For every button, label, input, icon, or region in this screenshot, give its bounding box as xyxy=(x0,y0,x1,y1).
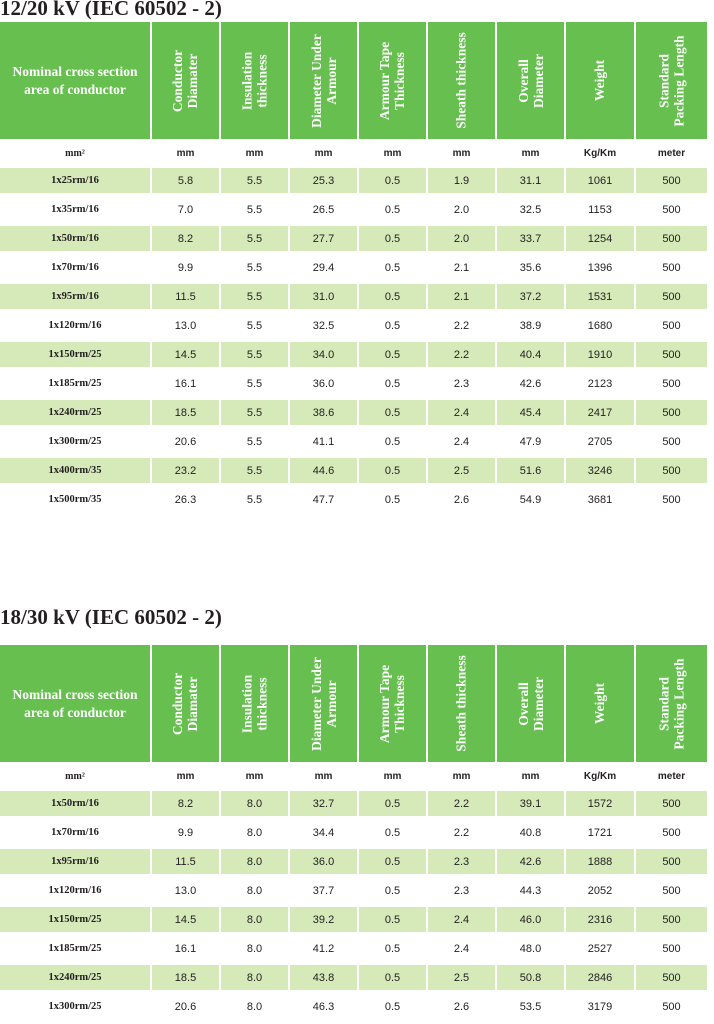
table-cell: 2417 xyxy=(566,400,634,425)
table-cell: 40.4 xyxy=(497,342,564,367)
table-cell: 2.0 xyxy=(428,226,495,251)
unit-cell: mm xyxy=(383,771,402,782)
table-cell: 5.5 xyxy=(246,203,263,216)
table-cell: 2705 xyxy=(587,435,613,448)
table-cell: 16.1 xyxy=(174,377,197,390)
table-cell: 0.5 xyxy=(359,168,426,193)
unit-cell: mm xyxy=(383,148,402,159)
table-cell: 39.1 xyxy=(497,791,564,816)
table-cell: 2.1 xyxy=(453,261,470,274)
unit-cell: mm xyxy=(245,771,264,782)
table-cell: 2052 xyxy=(587,884,613,897)
table-cell: 500 xyxy=(636,342,707,367)
table-cell: 2527 xyxy=(587,942,613,955)
table-cell: 37.2 xyxy=(497,284,564,309)
table-cell: 2123 xyxy=(587,377,613,390)
table-cell: 500 xyxy=(662,319,681,332)
cross-section-cell: 1x300rm/25 xyxy=(48,1001,102,1012)
unit-cell: mm xyxy=(314,148,333,159)
table-cell: 5.8 xyxy=(152,168,219,193)
table-cell: 500 xyxy=(636,226,707,251)
table-cell: 8.2 xyxy=(152,226,219,251)
table-cell: 18.5 xyxy=(152,400,219,425)
table-cell: 0.5 xyxy=(359,791,426,816)
table-cell: 9.9 xyxy=(177,261,194,274)
table-cell: 13.0 xyxy=(174,319,197,332)
table-cell: 31.0 xyxy=(290,284,357,309)
header-conductor-diameter: Conductor Diamater xyxy=(152,22,219,139)
table-cell: 42.6 xyxy=(519,377,542,390)
cable-spec-table xyxy=(0,645,714,1023)
table-cell: 38.9 xyxy=(519,319,542,332)
table-cell: 500 xyxy=(636,965,707,990)
table-cell: 31.1 xyxy=(497,168,564,193)
table-cell: 500 xyxy=(636,849,707,874)
header-diameter-under-armour: Diameter Under Armour xyxy=(290,645,357,762)
table-cell: 5.5 xyxy=(221,458,288,483)
table-cell: 47.7 xyxy=(312,493,335,506)
cross-section-cell: 1x185rm/25 xyxy=(48,943,102,954)
table-cell: 5.5 xyxy=(246,261,263,274)
table-cell: 0.5 xyxy=(384,884,401,897)
table-cell: 2.2 xyxy=(428,342,495,367)
table-cell: 0.5 xyxy=(359,907,426,932)
table-cell: 8.0 xyxy=(246,1000,263,1013)
table-cell: 2.0 xyxy=(453,203,470,216)
table-cell: 8.0 xyxy=(246,884,263,897)
table-cell: 0.5 xyxy=(384,319,401,332)
table-cell: 1888 xyxy=(566,849,634,874)
cross-section-cell: 1x150rm/25 xyxy=(0,907,150,932)
table-cell: 0.5 xyxy=(359,849,426,874)
table-cell: 51.6 xyxy=(497,458,564,483)
table-cell: 46.0 xyxy=(497,907,564,932)
table-cell: 2.3 xyxy=(428,849,495,874)
header-sheath-thickness: Sheath thickness xyxy=(428,645,495,762)
table-cell: 34.4 xyxy=(312,826,335,839)
table-cell: 8.0 xyxy=(246,942,263,955)
header-standard-packing-length: Standard Packing Length xyxy=(636,645,707,762)
table-cell: 36.0 xyxy=(290,849,357,874)
cross-section-cell: 1x150rm/25 xyxy=(0,342,150,367)
table-cell: 5.5 xyxy=(246,435,263,448)
header-overall-diameter: Overall Diameter xyxy=(497,645,564,762)
cross-section-cell: 1x70rm/16 xyxy=(51,827,99,838)
table-cell: 44.6 xyxy=(290,458,357,483)
table-cell: 16.1 xyxy=(174,942,197,955)
table-cell: 35.6 xyxy=(519,261,542,274)
table-cell: 5.5 xyxy=(246,319,263,332)
cross-section-cell: 1x95rm/16 xyxy=(0,284,150,309)
table-cell: 0.5 xyxy=(359,400,426,425)
table-cell: 0.5 xyxy=(359,226,426,251)
table-cell: 5.5 xyxy=(221,284,288,309)
unit-cell: mm xyxy=(452,148,471,159)
table-cell: 20.6 xyxy=(174,1000,197,1013)
cross-section-cell: 1x240rm/25 xyxy=(0,965,150,990)
unit-cell: mm xyxy=(521,771,540,782)
table-cell: 11.5 xyxy=(152,849,219,874)
table-cell: 32.7 xyxy=(290,791,357,816)
unit-cell: Kg/Km xyxy=(583,771,617,782)
table-cell: 1396 xyxy=(587,261,613,274)
cross-section-cell: 1x500rm/35 xyxy=(48,494,102,505)
table-cell: 500 xyxy=(636,791,707,816)
table-cell: 2316 xyxy=(566,907,634,932)
unit-cell: mm² xyxy=(65,148,85,159)
table-cell: 1680 xyxy=(587,319,613,332)
table-cell: 32.5 xyxy=(519,203,542,216)
table-cell: 500 xyxy=(636,400,707,425)
table-cell: 2846 xyxy=(566,965,634,990)
table-cell: 42.6 xyxy=(497,849,564,874)
table-cell: 500 xyxy=(662,377,681,390)
table-cell: 54.9 xyxy=(519,493,542,506)
cable-spec-table xyxy=(0,22,714,516)
cross-section-cell: 1x70rm/16 xyxy=(51,262,99,273)
table-cell: 7.0 xyxy=(177,203,194,216)
table-cell: 5.5 xyxy=(221,400,288,425)
table-cell: 50.8 xyxy=(497,965,564,990)
table-cell: 29.4 xyxy=(312,261,335,274)
table-cell: 1572 xyxy=(566,791,634,816)
header-insulation-thickness: Insulation thickness xyxy=(221,645,288,762)
table-cell: 34.0 xyxy=(290,342,357,367)
table-cell: 500 xyxy=(662,942,681,955)
header-conductor-diameter: Conductor Diamater xyxy=(152,645,219,762)
cross-section-cell: 1x400rm/35 xyxy=(0,458,150,483)
table-cell: 14.5 xyxy=(152,907,219,932)
unit-cell: mm xyxy=(176,148,195,159)
table-cell: 0.5 xyxy=(384,261,401,274)
table-cell: 0.5 xyxy=(359,342,426,367)
table-cell: 2.2 xyxy=(453,826,470,839)
table-cell: 13.0 xyxy=(174,884,197,897)
cross-section-cell: 1x50rm/16 xyxy=(0,791,150,816)
table-cell: 48.0 xyxy=(519,942,542,955)
table-cell: 0.5 xyxy=(384,826,401,839)
table-cell: 500 xyxy=(662,435,681,448)
table-cell: 2.6 xyxy=(453,1000,470,1013)
table-cell: 500 xyxy=(636,284,707,309)
header-insulation-thickness: Insulation thickness xyxy=(221,22,288,139)
table-cell: 500 xyxy=(662,261,681,274)
header-diameter-under-armour: Diameter Under Armour xyxy=(290,22,357,139)
table-cell: 2.4 xyxy=(428,907,495,932)
table-cell: 40.8 xyxy=(519,826,542,839)
table-cell: 0.5 xyxy=(359,284,426,309)
cross-section-cell: 1x95rm/16 xyxy=(0,849,150,874)
unit-cell: mm xyxy=(176,771,195,782)
table-cell: 32.5 xyxy=(312,319,335,332)
table-cell: 1531 xyxy=(566,284,634,309)
cross-section-cell: 1x240rm/25 xyxy=(0,400,150,425)
table-cell: 26.3 xyxy=(174,493,197,506)
table-cell: 8.0 xyxy=(221,965,288,990)
table-cell: 0.5 xyxy=(384,1000,401,1013)
table-cell: 5.5 xyxy=(221,342,288,367)
header-nominal-cross-section: Nominal cross section area of conductor xyxy=(0,22,150,139)
table-cell: 0.5 xyxy=(384,203,401,216)
section-title: 12/20 kV (IEC 60502 - 2) xyxy=(0,0,222,20)
table-cell: 500 xyxy=(662,203,681,216)
table-cell: 2.4 xyxy=(453,942,470,955)
table-cell: 14.5 xyxy=(152,342,219,367)
table-cell: 3681 xyxy=(587,493,613,506)
unit-cell: mm xyxy=(521,148,540,159)
table-cell: 500 xyxy=(636,168,707,193)
cross-section-cell: 1x25rm/16 xyxy=(0,168,150,193)
table-cell: 2.4 xyxy=(428,400,495,425)
section-title: 18/30 kV (IEC 60502 - 2) xyxy=(0,605,222,629)
table-cell: 45.4 xyxy=(497,400,564,425)
table-cell: 500 xyxy=(636,907,707,932)
cross-section-cell: 1x185rm/25 xyxy=(48,378,102,389)
unit-cell: mm xyxy=(452,771,471,782)
unit-cell: Kg/Km xyxy=(583,148,617,159)
table-cell: 0.5 xyxy=(384,942,401,955)
table-cell: 2.2 xyxy=(428,791,495,816)
table-cell: 8.2 xyxy=(152,791,219,816)
table-cell: 5.5 xyxy=(246,493,263,506)
table-cell: 2.6 xyxy=(453,493,470,506)
cross-section-cell: 1x35rm/16 xyxy=(51,204,99,215)
header-armour-tape-thickness: Armour Tape Thickness xyxy=(359,22,426,139)
table-cell: 9.9 xyxy=(177,826,194,839)
table-cell: 2.3 xyxy=(453,377,470,390)
table-cell: 5.5 xyxy=(221,168,288,193)
table-cell: 2.3 xyxy=(453,884,470,897)
table-cell: 20.6 xyxy=(174,435,197,448)
table-cell: 41.1 xyxy=(312,435,335,448)
table-cell: 18.5 xyxy=(152,965,219,990)
table-cell: 2.5 xyxy=(428,458,495,483)
table-cell: 2.5 xyxy=(428,965,495,990)
table-cell: 46.3 xyxy=(312,1000,335,1013)
header-nominal-cross-section: Nominal cross section area of conductor xyxy=(0,645,150,762)
table-cell: 1721 xyxy=(587,826,613,839)
table-cell: 500 xyxy=(636,458,707,483)
table-cell: 37.7 xyxy=(312,884,335,897)
cross-section-cell: 1x120rm/16 xyxy=(48,320,102,331)
cross-section-cell: 1x120rm/16 xyxy=(48,885,102,896)
table-cell: 1910 xyxy=(566,342,634,367)
table-cell: 0.5 xyxy=(384,493,401,506)
header-standard-packing-length: Standard Packing Length xyxy=(636,22,707,139)
table-cell: 0.5 xyxy=(359,965,426,990)
table-cell: 1254 xyxy=(566,226,634,251)
table-cell: 8.0 xyxy=(221,907,288,932)
table-cell: 8.0 xyxy=(221,849,288,874)
table-cell: 44.3 xyxy=(519,884,542,897)
table-cell: 36.0 xyxy=(312,377,335,390)
table-cell: 0.5 xyxy=(384,377,401,390)
table-cell: 8.0 xyxy=(246,826,263,839)
unit-cell: mm xyxy=(245,148,264,159)
table-cell: 23.2 xyxy=(152,458,219,483)
table-cell: 2.2 xyxy=(453,319,470,332)
table-cell: 2.1 xyxy=(428,284,495,309)
table-cell: 500 xyxy=(662,493,681,506)
table-cell: 11.5 xyxy=(152,284,219,309)
table-cell: 53.5 xyxy=(519,1000,542,1013)
table-cell: 1061 xyxy=(566,168,634,193)
table-cell: 1.9 xyxy=(428,168,495,193)
table-cell: 41.2 xyxy=(312,942,335,955)
table-cell: 39.2 xyxy=(290,907,357,932)
table-cell: 2.4 xyxy=(453,435,470,448)
header-weight: Weight xyxy=(566,645,634,762)
unit-cell: mm xyxy=(314,771,333,782)
table-cell: 5.5 xyxy=(246,377,263,390)
table-cell: 3179 xyxy=(587,1000,613,1013)
header-sheath-thickness: Sheath thickness xyxy=(428,22,495,139)
cross-section-cell: 1x300rm/25 xyxy=(48,436,102,447)
unit-cell: meter xyxy=(657,148,686,159)
table-cell: 3246 xyxy=(566,458,634,483)
table-cell: 47.9 xyxy=(519,435,542,448)
table-cell: 5.5 xyxy=(221,226,288,251)
header-weight: Weight xyxy=(566,22,634,139)
table-cell: 500 xyxy=(662,884,681,897)
unit-cell: meter xyxy=(657,771,686,782)
header-armour-tape-thickness: Armour Tape Thickness xyxy=(359,645,426,762)
table-cell: 8.0 xyxy=(221,791,288,816)
table-cell: 500 xyxy=(662,1000,681,1013)
table-cell: 25.3 xyxy=(290,168,357,193)
table-cell: 43.8 xyxy=(290,965,357,990)
table-cell: 38.6 xyxy=(290,400,357,425)
header-overall-diameter: Overall Diameter xyxy=(497,22,564,139)
table-cell: 0.5 xyxy=(384,435,401,448)
cross-section-cell: 1x50rm/16 xyxy=(0,226,150,251)
table-cell: 0.5 xyxy=(359,458,426,483)
table-cell: 33.7 xyxy=(497,226,564,251)
table-cell: 26.5 xyxy=(312,203,335,216)
table-cell: 1153 xyxy=(588,203,612,216)
table-cell: 27.7 xyxy=(290,226,357,251)
table-cell: 500 xyxy=(662,826,681,839)
unit-cell: mm² xyxy=(65,771,85,782)
